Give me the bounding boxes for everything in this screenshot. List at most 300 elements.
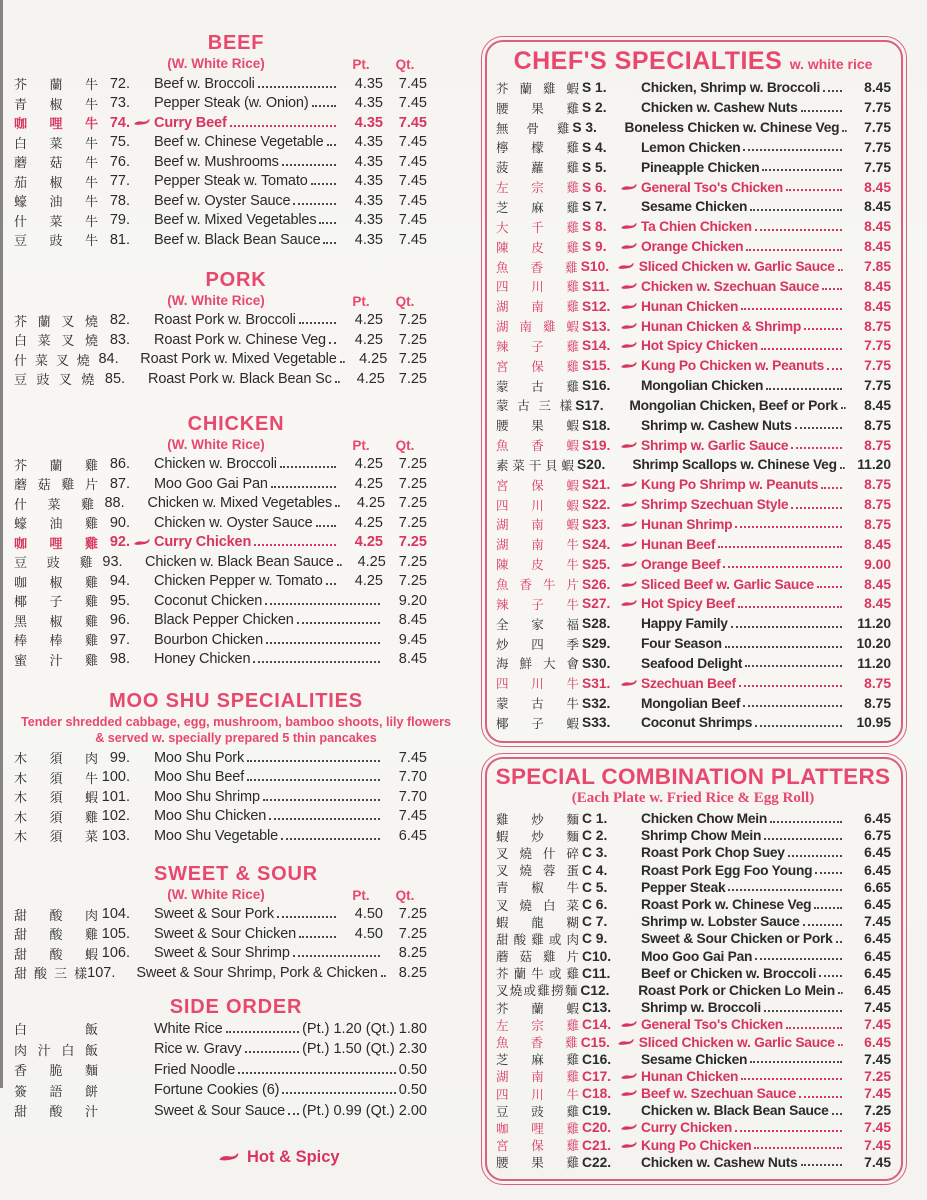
item-chinese-name: 咖 哩 牛 — [14, 116, 98, 132]
dot-leader — [842, 130, 847, 132]
item-name: Hunan Shrimp — [641, 516, 733, 532]
item-price-quart: 8.75 — [864, 497, 891, 513]
menu-item — [495, 534, 891, 554]
menu-item — [12, 591, 460, 611]
item-number: S19. — [582, 437, 611, 453]
item-chinese-name: 芥 蘭 牛 或 雞 — [496, 967, 579, 982]
menu-item — [12, 748, 460, 768]
dot-leader — [381, 975, 386, 977]
item-number: S31. — [582, 675, 611, 691]
dot-leader — [817, 586, 842, 588]
section-title: MOO SHU SPECIALITIES — [109, 690, 363, 712]
item-chinese-name: 芥 蘭 雞 — [14, 457, 98, 473]
item-price-pint: 4.35 — [354, 173, 383, 190]
hot-pepper-icon — [620, 580, 638, 589]
item-name: Mongolian Chicken — [641, 378, 764, 394]
hot-pepper-icon — [620, 500, 638, 509]
item-name: Shrimp w. Cashew Nuts — [641, 417, 792, 433]
item-name: Curry Beef — [154, 114, 227, 131]
dot-leader — [801, 1164, 842, 1166]
item-name: Boneless Chicken w. Chinese Veg — [624, 120, 840, 136]
item-name: Kung Po Shrimp w. Peanuts — [641, 477, 819, 493]
menu-item — [12, 572, 460, 592]
menu-item — [12, 826, 460, 846]
item-name: Chicken Chow Mein — [641, 811, 768, 827]
dot-leader — [786, 1027, 842, 1029]
item-price-quart: 8.45 — [864, 239, 891, 255]
menu-item — [495, 862, 891, 879]
item-number: S10. — [580, 259, 610, 275]
item-chinese-name: 宮 保 蝦 — [496, 478, 579, 493]
item-price-pint: 4.25 — [357, 553, 386, 570]
item-name: Sliced Chicken w. Garlic Sauce — [638, 1034, 835, 1050]
menu-item — [495, 1137, 891, 1154]
item-chinese-name: 魚 香 蝦 — [496, 439, 579, 454]
item-number: C20. — [582, 1120, 612, 1136]
menu-item — [495, 999, 891, 1016]
hot-pepper-slot — [616, 560, 641, 569]
chefs-specialties-box — [481, 36, 907, 747]
item-price-quart: 7.25 — [864, 1103, 891, 1119]
item-number: S 3. — [572, 120, 597, 136]
item-price-quart: 7.45 — [398, 75, 427, 92]
section-subtitle: (W. White Rice) — [167, 56, 265, 71]
menu-item — [495, 1085, 891, 1102]
item-price-quart: 7.25 — [398, 331, 427, 348]
item-number: C 5. — [582, 879, 608, 895]
item-number: S21. — [582, 477, 611, 493]
item-number: 84. — [98, 351, 119, 368]
item-chinese-name: 蠔 油 雞 — [14, 516, 98, 532]
item-price-quart: 7.45 — [398, 212, 427, 229]
hot-pepper-icon — [133, 118, 151, 127]
menu-item — [12, 494, 460, 514]
hot-pepper-icon — [620, 1141, 638, 1150]
dot-leader — [786, 189, 842, 191]
item-price-quart: 7.45 — [398, 173, 427, 190]
item-number: 98. — [109, 651, 130, 668]
item-name: Moo Goo Gai Pan — [641, 948, 753, 964]
item-price-quart: 7.45 — [398, 749, 427, 766]
item-chinese-name: 湖 南 雞 — [496, 1070, 579, 1085]
item-name: Chicken w. Mixed Vegetables — [147, 495, 333, 512]
item-chinese-name: 左 宗 雞 — [496, 1018, 579, 1033]
quart-column-header: Qt. — [395, 887, 415, 903]
item-price-quart: 7.45 — [864, 1154, 891, 1170]
menu-item — [12, 768, 460, 788]
dot-leader — [823, 90, 842, 92]
item-number: 73. — [109, 95, 130, 112]
item-price-quart: 7.45 — [398, 153, 427, 170]
item-number: S22. — [582, 497, 611, 513]
item-chinese-name: 什 菜 叉 燒 — [14, 352, 90, 368]
pint-quart-column-headers — [339, 888, 427, 903]
item-name: Hot Spicy Beef — [641, 596, 735, 612]
item-name: Lemon Chicken — [641, 139, 741, 155]
section-description: Tender shredded cabbage, egg, mushroom, bamboo shoots, lily flowers & served w. specially prepared 5 thin pancakes — [20, 715, 452, 746]
hot-spicy-legend — [218, 1148, 340, 1167]
item-chinese-name: 蒙 古 三 樣 — [496, 399, 573, 414]
item-price-quart: 8.75 — [864, 675, 891, 691]
dot-leader — [335, 505, 340, 507]
item-chinese-name: 甜 酸 汁 — [14, 1104, 98, 1120]
dot-leader — [723, 566, 842, 568]
item-price-quart: 7.25 — [398, 534, 427, 551]
menu-item — [495, 1033, 891, 1050]
menu-item — [12, 133, 460, 153]
menu-item — [12, 905, 460, 925]
item-price-pint: 4.25 — [354, 534, 383, 551]
menu-item — [12, 94, 460, 114]
section-title: SIDE ORDER — [169, 995, 303, 1018]
item-price-quart: 11.20 — [857, 616, 891, 632]
item-price-quart: 7.25 — [398, 573, 427, 590]
dot-leader — [280, 466, 336, 468]
hot-pepper-slot — [616, 599, 641, 608]
item-chinese-name: 甜 酸 蝦 — [14, 946, 98, 962]
item-price: (Pt.) 1.50 (Qt.) 2.30 — [302, 1041, 427, 1058]
menu-item — [495, 982, 891, 999]
hot-pepper-slot — [616, 361, 641, 370]
item-price-quart: 8.45 — [864, 298, 891, 314]
item-price-quart: 6.45 — [864, 862, 891, 878]
item-price-quart: 10.95 — [856, 715, 891, 731]
dot-leader — [282, 1092, 395, 1094]
item-price-quart: 10.20 — [856, 636, 891, 652]
item-name: Sweet & Sour Pork — [154, 906, 274, 923]
pint-column-header: Pt. — [352, 887, 370, 903]
item-number: S 1. — [582, 80, 607, 96]
item-number: 76. — [109, 153, 130, 170]
menu-item — [12, 1101, 460, 1122]
item-number: S 6. — [582, 179, 607, 195]
item-number: 107. — [87, 964, 116, 981]
item-chinese-name: 芝 麻 雞 — [496, 1053, 579, 1068]
item-price-quart: 8.75 — [864, 318, 891, 334]
item-chinese-name: 豆 豉 叉 燒 — [14, 372, 95, 388]
item-chinese-name: 叉 燒 白 菜 — [496, 898, 579, 913]
item-price-pint: 4.25 — [356, 495, 386, 512]
hot-pepper-icon — [620, 520, 638, 529]
menu-item — [12, 650, 460, 670]
item-chinese-name: 四 川 蝦 — [496, 498, 579, 513]
menu-item — [495, 1154, 891, 1171]
item-price-quart: 7.45 — [398, 231, 427, 248]
item-price-quart: 7.45 — [864, 1017, 891, 1033]
dot-leader — [743, 149, 842, 151]
item-chinese-name: 青 椒 牛 — [14, 96, 98, 112]
item-name: Hunan Chicken — [641, 298, 739, 314]
item-price-quart: 7.45 — [398, 134, 427, 151]
menu-item — [495, 455, 891, 475]
dot-leader — [326, 583, 336, 585]
item-price-quart: 8.45 — [864, 80, 891, 96]
item-price-quart: 6.75 — [864, 828, 891, 844]
dot-leader — [327, 144, 336, 146]
hot-pepper-icon — [620, 302, 638, 311]
menu-item — [495, 157, 891, 177]
dot-leader — [821, 487, 842, 489]
item-chinese-name: 什 菜 雞 — [14, 496, 95, 512]
pint-column-header: Pt. — [352, 293, 370, 309]
dot-leader — [288, 1113, 299, 1115]
item-chinese-name: 甜 酸 肉 — [14, 907, 98, 923]
item-name: Kung Po Chicken — [641, 1137, 752, 1153]
menu-item — [12, 533, 460, 553]
item-name: Sliced Chicken w. Garlic Sauce — [638, 259, 835, 275]
hot-pepper-slot — [616, 520, 641, 529]
item-name: Ta Chien Chicken — [641, 219, 752, 235]
item-price-quart: 6.65 — [864, 879, 891, 895]
menu-item — [12, 1039, 460, 1060]
item-name: Moo Shu Chicken — [154, 808, 267, 825]
hot-pepper-icon — [620, 1020, 638, 1029]
dot-leader — [755, 958, 842, 960]
menu-item — [12, 74, 460, 94]
dot-leader — [743, 705, 842, 707]
item-number: S25. — [582, 556, 611, 572]
item-price-quart: 6.45 — [864, 811, 891, 827]
item-name: Chicken Pepper w. Tomato — [154, 573, 323, 590]
item-name: Shrimp w. Lobster Sauce — [641, 914, 800, 930]
menu-item — [495, 217, 891, 237]
item-number: C17. — [582, 1068, 612, 1084]
dot-leader — [735, 526, 842, 528]
menu-section-sideorder — [12, 996, 460, 1122]
dot-leader — [761, 348, 842, 350]
hot-pepper-icon — [620, 480, 638, 489]
menu-item — [495, 810, 891, 827]
dot-leader — [799, 1096, 842, 1098]
item-price-quart: 7.45 — [864, 1000, 891, 1016]
item-number: 106. — [101, 945, 130, 962]
dot-leader — [803, 924, 842, 926]
item-number: S11. — [582, 278, 610, 294]
item-chinese-name: 蜜 汁 雞 — [14, 652, 98, 668]
item-number: 105. — [101, 925, 130, 942]
hot-pepper-icon — [620, 560, 638, 569]
dot-leader — [282, 164, 336, 166]
combination-platters-items — [495, 810, 891, 1171]
item-chinese-name: 芥 蘭 雞 蝦 — [496, 81, 579, 96]
dot-leader — [795, 427, 842, 429]
menu-section-sweetsour — [12, 863, 460, 983]
item-chinese-name: 陳 皮 牛 — [496, 558, 579, 573]
item-name: Moo Shu Shrimp — [154, 788, 260, 805]
item-price-quart: 6.45 — [864, 948, 891, 964]
item-number: S 7. — [582, 199, 607, 215]
item-number: C 2. — [582, 828, 608, 844]
item-number: 96. — [109, 612, 130, 629]
item-number: 100. — [101, 769, 130, 786]
item-price: 0.50 — [398, 1082, 427, 1099]
item-number: 86. — [109, 456, 130, 473]
menu-item — [495, 913, 891, 930]
dot-leader — [841, 407, 846, 409]
menu-item — [12, 924, 460, 944]
item-price-quart: 8.25 — [398, 945, 427, 962]
dot-leader — [791, 507, 842, 509]
item-number: 83. — [109, 331, 130, 348]
item-name: Shrimp Chow Mein — [641, 828, 762, 844]
menu-section-beef — [12, 32, 460, 250]
chefs-specialties-items — [495, 78, 891, 733]
item-chinese-name: 檸 檬 雞 — [496, 141, 579, 156]
pint-quart-column-headers — [339, 57, 427, 72]
hot-pepper-slot — [616, 322, 641, 331]
dot-leader — [247, 779, 380, 781]
item-chinese-name: 湖 南 雞 蝦 — [496, 320, 579, 335]
menu-item — [12, 113, 460, 133]
dot-leader — [755, 725, 842, 727]
item-name: Beef w. Broccoli — [154, 75, 255, 92]
item-number: C14. — [582, 1017, 612, 1033]
item-chinese-name: 芝 麻 雞 — [496, 200, 579, 215]
menu-item — [495, 237, 891, 257]
item-number: C15. — [580, 1034, 610, 1050]
menu-section-mooshu — [12, 690, 460, 846]
item-number: S30. — [582, 655, 611, 671]
item-name: General Tso's Chicken — [641, 179, 783, 195]
hot-pepper-slot — [616, 183, 641, 192]
pint-column-header: Pt. — [352, 437, 370, 453]
hot-pepper-icon — [620, 361, 638, 370]
item-number: 93. — [102, 553, 123, 570]
menu-item — [495, 356, 891, 376]
menu-item — [495, 1016, 891, 1033]
item-chinese-name: 叉 燒 什 碎 — [496, 846, 579, 861]
menu-item — [495, 1119, 891, 1136]
item-price-quart: 9.20 — [398, 592, 427, 609]
item-number: 77. — [109, 173, 130, 190]
item-chinese-name: 木 須 菜 — [14, 829, 98, 845]
dot-leader — [312, 105, 336, 107]
item-number: 102. — [101, 808, 130, 825]
item-chinese-name: 咖 椒 雞 — [14, 574, 98, 590]
menu-item — [495, 713, 891, 733]
item-number: C16. — [582, 1051, 612, 1067]
item-chinese-name: 芥 蘭 牛 — [14, 77, 98, 93]
menu-item — [495, 948, 891, 965]
item-number: S24. — [582, 536, 611, 552]
item-price-pint: 4.25 — [354, 573, 383, 590]
item-price-quart: 8.45 — [864, 219, 891, 235]
item-chinese-name: 木 須 牛 — [14, 770, 98, 786]
item-number: C 7. — [582, 914, 608, 930]
item-price-quart: 7.25 — [398, 495, 428, 512]
item-chinese-name: 蒙 古 牛 — [496, 697, 579, 712]
item-name: Bourbon Chicken — [154, 631, 263, 648]
item-chinese-name: 白 菜 叉 燒 — [14, 333, 98, 349]
item-number: S20. — [576, 457, 606, 473]
item-price: (Pt.) 0.99 (Qt.) 2.00 — [302, 1102, 427, 1119]
item-number: 97. — [109, 631, 130, 648]
menu-item — [495, 653, 891, 673]
item-name: Sesame Chicken — [641, 1051, 748, 1067]
hot-pepper-slot — [616, 441, 641, 450]
item-price-quart: 8.45 — [864, 278, 891, 294]
menu-item — [495, 197, 891, 217]
dot-leader — [836, 941, 842, 943]
item-number: S23. — [582, 516, 611, 532]
menu-item — [495, 896, 891, 913]
item-name: Black Pepper Chicken — [154, 612, 294, 629]
dot-leader — [832, 1113, 842, 1115]
quart-column-header: Qt. — [395, 437, 415, 453]
item-name: Chicken w. Oyster Sauce — [154, 514, 313, 531]
dot-leader — [319, 222, 336, 224]
item-number: S 5. — [582, 159, 607, 175]
item-name: Beef w. Chinese Vegetable — [154, 134, 324, 151]
dot-leader — [764, 838, 842, 840]
item-name: Roast Pork w. Chinese Veg — [154, 331, 326, 348]
item-number: C22. — [582, 1154, 612, 1170]
menu-item — [12, 211, 460, 231]
item-chinese-name: 雞 炒 麵 — [496, 812, 579, 827]
item-price-quart: 6.45 — [864, 897, 891, 913]
dot-leader — [269, 818, 380, 820]
item-name: Beef or Chicken w. Broccoli — [641, 965, 817, 981]
item-price-pint: 4.25 — [354, 456, 383, 473]
menu-item — [495, 296, 891, 316]
item-price-quart: 7.45 — [398, 114, 427, 131]
pint-quart-column-headers — [339, 438, 427, 453]
dot-leader — [297, 622, 380, 624]
dot-leader — [329, 342, 336, 344]
item-price-quart: 7.75 — [864, 120, 891, 136]
menu-item — [495, 634, 891, 654]
item-price-quart: 7.25 — [398, 456, 427, 473]
item-name: Fried Noodle — [154, 1061, 236, 1078]
dot-leader — [281, 838, 380, 840]
item-number: 87. — [109, 475, 130, 492]
hot-pepper-icon — [620, 599, 638, 608]
item-name: Pineapple Chicken — [641, 159, 760, 175]
item-chinese-name: 大 千 雞 — [496, 220, 579, 235]
item-price-quart: 8.45 — [864, 576, 891, 592]
item-price-pint: 4.35 — [354, 134, 383, 151]
menu-item — [12, 474, 460, 494]
item-price-pint: 4.25 — [354, 331, 383, 348]
item-price-quart: 8.45 — [398, 612, 427, 629]
item-chinese-name: 茄 椒 牛 — [14, 174, 98, 190]
item-name: Sweet & Sour Shrimp, Pork & Chicken — [136, 964, 378, 981]
item-price-quart: 8.45 — [864, 199, 891, 215]
item-name: Roast Pork Egg Foo Young — [641, 862, 813, 878]
item-chinese-name: 四 川 牛 — [496, 1087, 579, 1102]
item-price-quart: 8.45 — [864, 536, 891, 552]
item-number: 103. — [101, 827, 130, 844]
item-name: Beef w. Black Bean Sauce — [154, 231, 321, 248]
dot-leader — [739, 685, 842, 687]
item-number: 81. — [109, 231, 130, 248]
item-name: Moo Shu Pork — [154, 749, 245, 766]
item-price-quart: 7.45 — [398, 192, 427, 209]
item-number: 90. — [109, 514, 130, 531]
hot-pepper-icon — [620, 441, 638, 450]
item-name: Chicken w. Cashew Nuts — [641, 1154, 798, 1170]
item-chinese-name: 咖 哩 雞 — [14, 535, 98, 551]
item-name: Chicken w. Szechuan Sauce — [641, 278, 820, 294]
item-number: S16. — [582, 378, 611, 394]
menu-item — [495, 495, 891, 515]
item-name: Beef w. Oyster Sauce — [154, 192, 291, 209]
item-price-quart: 6.45 — [864, 845, 891, 861]
dot-leader — [735, 1130, 842, 1132]
dot-leader — [746, 249, 842, 251]
hot-pepper-slot — [616, 222, 641, 231]
item-name: Pepper Steak — [641, 879, 726, 895]
